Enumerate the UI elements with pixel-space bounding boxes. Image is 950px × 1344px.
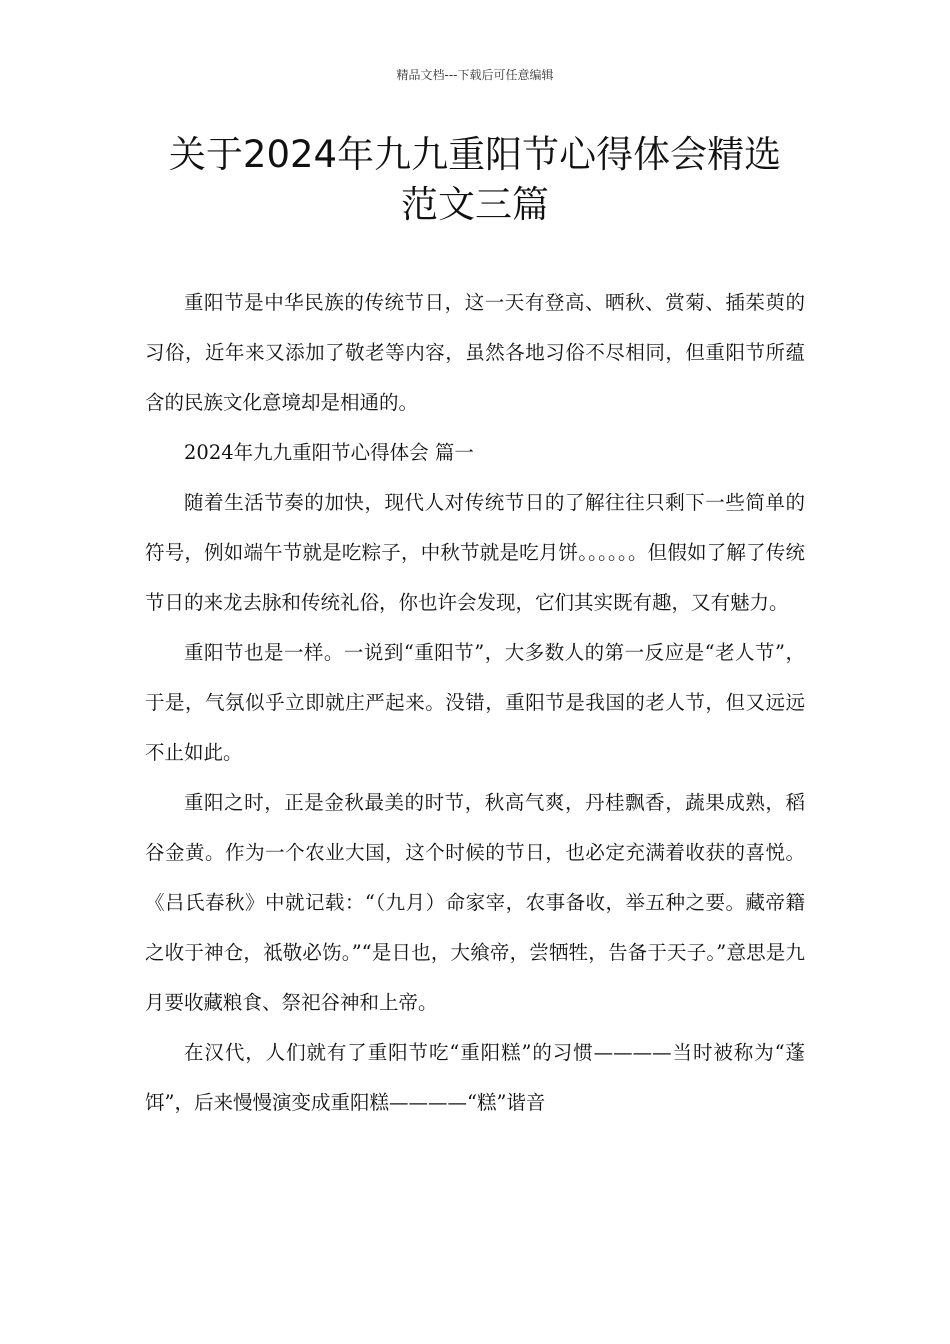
title-line-2: 范文三篇 — [401, 183, 549, 226]
document-title — [145, 130, 805, 230]
section-heading: 2024年九九重阳节心得体会 篇一 — [184, 441, 474, 464]
body-paragraph: 随着生活节奏的加快，现代人对传统节日的了解往往只剩下一些简单的符号，例如端午节就是吃粽子，中秋节就是吃月饼。。。。。。但假如了解了传统节日的来龙去脉和传统礼俗，你也许会发现，它们其实既有趣，又有魅力。 — [145, 491, 805, 614]
document-body — [145, 278, 805, 1128]
header-note: 精品文档---下载后可任意编辑 — [396, 68, 554, 82]
intro-paragraph: 重阳节是中华民族的传统节日，这一天有登高、晒秋、赏菊、插茱萸的习俗，近年来又添加了敬老等内容，虽然各地习俗不尽相同，但重阳节所蕴含的民族文化意境却是相通的。 — [145, 291, 805, 414]
body-paragraph: 在汉代，人们就有了重阳节吃“重阳糕”的习惯————当时被称为“蓬饵”，后来慢慢演变成重阳糕————“糕”谐音 — [145, 1041, 805, 1114]
body-paragraph: 重阳节也是一样。一说到“重阳节”，大多数人的第一反应是“老人节”，于是，气氛似乎立即就庄严起来。没错，重阳节是我国的老人节，但又远远不止如此。 — [145, 641, 805, 764]
body-paragraph: 重阳之时，正是金秋最美的时节，秋高气爽，丹桂飘香，蔬果成熟，稻谷金黄。作为一个农业大国，这个时候的节日，也必定充满着收获的喜悦。《吕氏春秋》中就记载：“（九月）命家宰，农事备收，举五种之要。藏帝籍之收于神仓，祗敬必饬。”“是日也，大飨帝，尝牺牲，告备于天子。”意思是九月要收藏粮食、祭祀谷神和上帝。 — [145, 791, 805, 1014]
title-line-1: 关于2024年九九重阳节心得体会精选 — [168, 133, 782, 176]
